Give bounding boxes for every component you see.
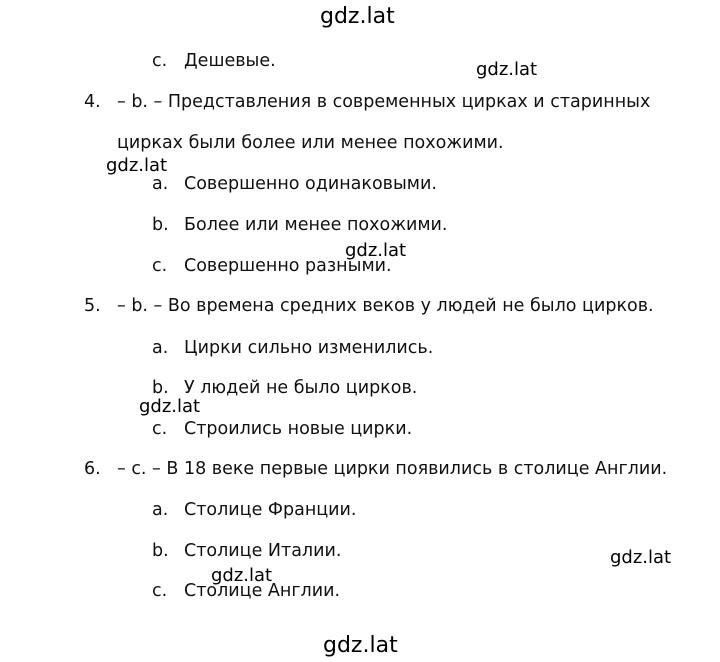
watermark: gdz.lat	[211, 565, 273, 586]
option-text: Столице Англии.	[184, 581, 341, 601]
option-text: Совершенно разными.	[184, 256, 392, 276]
option-text: Столице Франции.	[184, 500, 357, 520]
answer-line-1: – b. – Во времена средних веков у людей не было цирков.	[117, 296, 654, 316]
watermark: gdz.lat	[610, 547, 672, 568]
answer-line-1: – b. – Представления в современных цирках и старинных	[117, 92, 651, 112]
option-letter: c.	[152, 419, 168, 439]
option-letter: b.	[152, 215, 169, 235]
option-letter: a.	[152, 500, 169, 520]
watermark: gdz.lat	[345, 240, 407, 261]
option-letter: b.	[152, 378, 169, 398]
option-letter: a.	[152, 174, 169, 194]
question-number: 5.	[84, 296, 101, 316]
option-text: У людей не было цирков.	[184, 378, 418, 398]
option-text: Дешевые.	[184, 51, 276, 71]
option-text: Совершенно одинаковыми.	[184, 174, 437, 194]
option-letter: c.	[152, 256, 168, 276]
option-letter: b.	[152, 541, 169, 561]
watermark: gdz.lat	[106, 155, 168, 176]
watermark-bottom: gdz.lat	[323, 633, 398, 658]
question-number: 4.	[84, 92, 101, 112]
option-text: Цирки сильно изменились.	[184, 338, 434, 358]
option-text: Столице Италии.	[184, 541, 342, 561]
option-text: Более или менее похожими.	[184, 215, 448, 235]
option-letter: c.	[152, 581, 168, 601]
watermark: gdz.lat	[476, 59, 538, 80]
answer-line-2: цирках были более или менее похожими.	[117, 133, 504, 153]
watermark-top: gdz.lat	[320, 4, 395, 29]
option-letter: a.	[152, 338, 169, 358]
answer-line-1: – c. – В 18 веке первые цирки появились в столице Англии.	[117, 459, 668, 479]
question-number: 6.	[84, 459, 101, 479]
watermark: gdz.lat	[139, 396, 201, 417]
option-text: Строились новые цирки.	[184, 419, 413, 439]
option-letter: c.	[152, 51, 168, 71]
